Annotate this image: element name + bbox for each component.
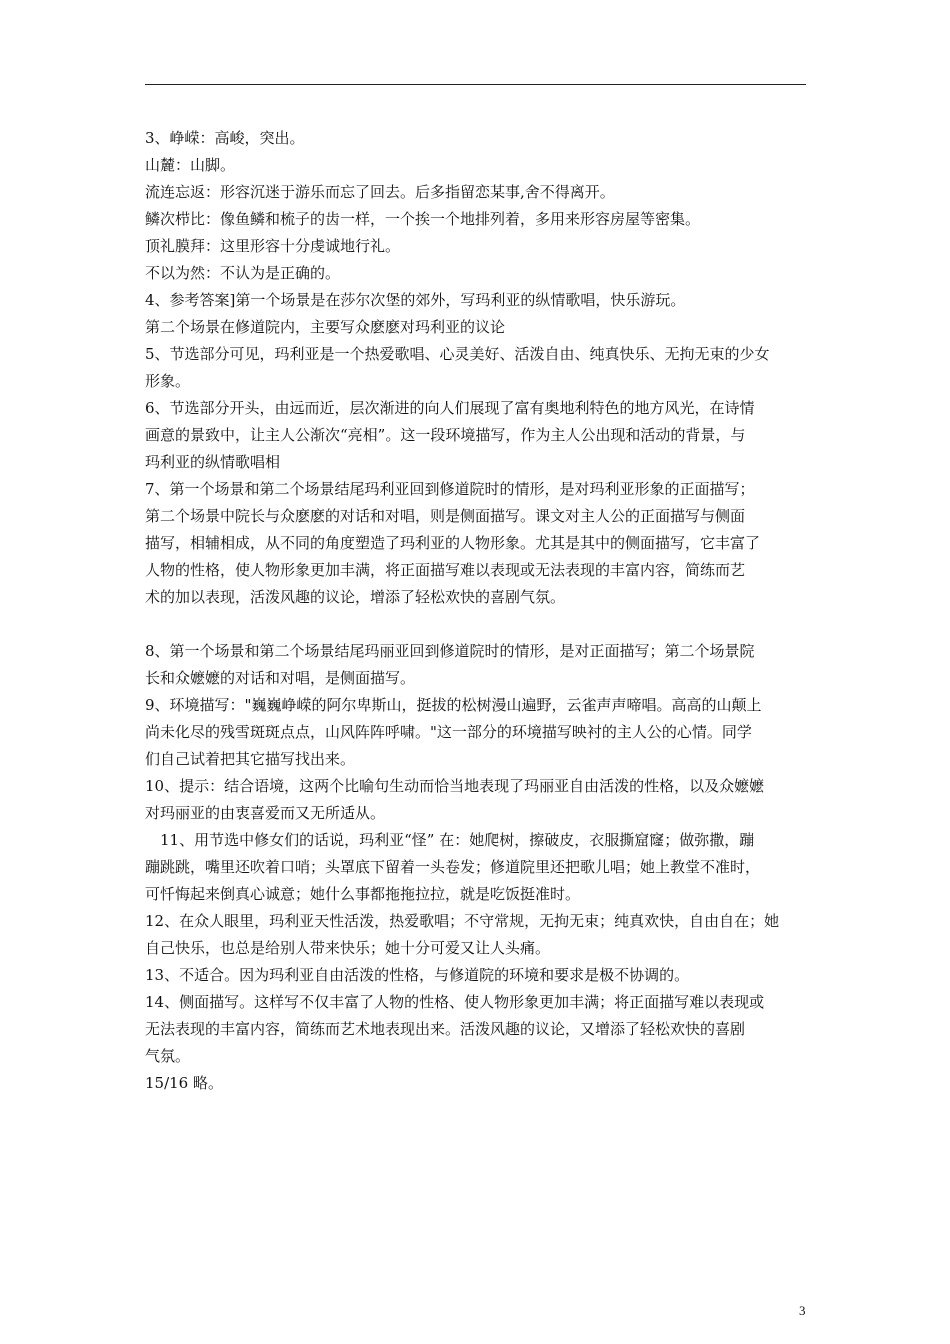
text-line: 可忏悔起来倒真心诚意；她什么事都拖拖拉拉，就是吃饭挺准时。 bbox=[145, 885, 581, 903]
text-line: 14、侧面描写。这样写不仅丰富了人物的性格、使人物形象更加丰满；将正面描写难以表现或 bbox=[145, 993, 765, 1011]
text-line: 15/16 略。 bbox=[145, 1074, 223, 1092]
text-line: 鳞次栉比：像鱼鳞和梳子的齿一样，一个挨一个地排列着，多用来形容房屋等密集。 bbox=[145, 210, 701, 228]
text-line: 玛利亚的纵情歌唱相 bbox=[145, 453, 281, 471]
text-line: 顶礼膜拜：这里形容十分虔诚地行礼。 bbox=[145, 237, 401, 255]
text-line: 第二个场景在修道院内，主要写众麽麽对玛利亚的议论 bbox=[145, 318, 506, 336]
text-line: 自己快乐，也总是给别人带来快乐；她十分可爱又让人头痛。 bbox=[145, 939, 551, 957]
text-line: 13、不适合。因为玛利亚自由活泼的性格，与修道院的环境和要求是极不协调的。 bbox=[145, 966, 690, 984]
text-line: 4、参考答案]第一个场景是在莎尔次堡的郊外，写玛利亚的纵情歌唱，快乐游玩。 bbox=[145, 291, 686, 309]
text-line: 3、峥嵘：高峻，突出。 bbox=[145, 129, 305, 147]
text-line: 描写，相辅相成，从不同的角度塑造了玛利亚的人物形象。尤其是其中的侧面描写，它丰富了 bbox=[145, 534, 761, 552]
text-line: 8、第一个场景和第二个场景结尾玛丽亚回到修道院时的情形，是对正面描写；第二个场景院 bbox=[145, 642, 755, 660]
text-line: 5、节选部分可见，玛利亚是一个热爱歌唱、心灵美好、活泼自由、纯真快乐、无拘无束的少女 bbox=[145, 345, 770, 363]
paragraph-gap bbox=[145, 611, 810, 638]
text-line: 无法表现的丰富内容，简练而艺术地表现出来。活泼风趣的议论，又增添了轻松欢快的喜剧 bbox=[145, 1020, 746, 1038]
text-line: 不以为然：不认为是正确的。 bbox=[145, 264, 341, 282]
page-number: 3 bbox=[799, 1303, 806, 1318]
text-line: 第二个场景中院长与众麽麽的对话和对唱，则是侧面描写。课文对主人公的正面描写与侧面 bbox=[145, 507, 746, 525]
text-line: 对玛丽亚的由衷喜爱而又无所适从。 bbox=[145, 804, 386, 822]
text-line: 画意的景致中，让主人公渐次“亮相”。这一段环境描写，作为主人公出现和活动的背景，与 bbox=[145, 426, 746, 444]
header-rule bbox=[145, 84, 806, 85]
text-line: 术的加以表现，活泼风趣的议论，增添了轻松欢快的喜剧气氛。 bbox=[145, 588, 566, 606]
answer-text bbox=[145, 125, 810, 1097]
text-line: 流连忘返：形容沉迷于游乐而忘了回去。后多指留恋某事,舍不得离开。 bbox=[145, 183, 615, 201]
text-line: 蹦跳跳，嘴里还吹着口哨；头罩底下留着一头卷发；修道院里还把歌儿唱；她上教堂不准时， bbox=[145, 858, 761, 876]
text-line: 人物的性格，使人物形象更加丰满，将正面描写难以表现或无法表现的丰富内容，简练而艺 bbox=[145, 561, 746, 579]
text-line: 6、节选部分开头，由远而近，层次渐进的向人们展现了富有奥地利特色的地方风光，在诗情 bbox=[145, 399, 755, 417]
text-line: 尚未化尽的残雪斑斑点点，山风阵阵呼啸。"这一部分的环境描写映衬的主人公的心情。同学 bbox=[145, 723, 752, 741]
text-line: 们自己试着把其它描写找出来。 bbox=[145, 750, 356, 768]
text-line: 形象。 bbox=[145, 372, 191, 390]
text-line: 12、在众人眼里，玛利亚天性活泼，热爱歌唱；不守常规，无拘无束；纯真欢快，自由自在；她 bbox=[145, 912, 780, 930]
text-line: 11、用节选中修女们的话说，玛利亚“怪” 在：她爬树，擦破皮，衣服撕窟窿；做弥撒，蹦 bbox=[160, 831, 755, 849]
text-line: 气氛。 bbox=[145, 1047, 191, 1065]
text-line: 9、环境描写："巍巍峥嵘的阿尔卑斯山，挺拔的松树漫山遍野，云雀声声啼唱。高高的山颠上 bbox=[145, 696, 762, 714]
text-line: 山麓：山脚。 bbox=[145, 156, 236, 174]
text-line: 10、提示：结合语境，这两个比喻句生动而恰当地表现了玛丽亚自由活泼的性格，以及众嬷嬷 bbox=[145, 777, 765, 795]
text-line: 长和众嬷嬷的对话和对唱，是侧面描写。 bbox=[145, 669, 416, 687]
text-line: 7、第一个场景和第二个场景结尾玛利亚回到修道院时的情形，是对玛利亚形象的正面描写； bbox=[145, 480, 755, 498]
